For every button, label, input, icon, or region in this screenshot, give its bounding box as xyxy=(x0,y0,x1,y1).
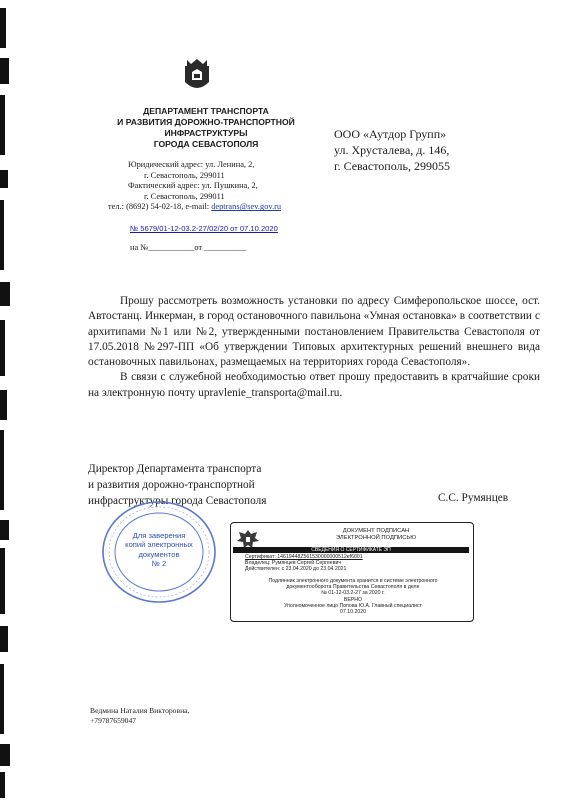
copy-note-line: ВЕРНО xyxy=(343,596,363,603)
legal-address-line: Юридический адрес: ул. Ленина, 2, xyxy=(128,160,255,169)
department-email-link[interactable]: deptrans@sev.gov.ru xyxy=(211,202,282,212)
stamp-text-line: копий электронных xyxy=(125,540,193,550)
copy-note-line: документооборота Правительства Севастополя в деле xyxy=(286,584,420,591)
stamp-text xyxy=(100,531,218,569)
scan-edge-artifact xyxy=(0,0,14,800)
actual-address-line: Фактический адрес: ул. Пушкина, 2, xyxy=(128,181,258,191)
signatory-position-line: инфраструктуры города Севастополя xyxy=(88,495,267,507)
recipient-city: г. Севастополь, 299055 xyxy=(334,159,451,173)
stamp-text-line: № 2 xyxy=(151,559,167,569)
stamp-text-line: Для заверения xyxy=(132,531,186,540)
body-paragraph-request: Прошу рассмотреть возможность установки по адресу Симферопольское шоссе, ост. Автостанц. Инкерман, в город остановочного павильона «Умная остановка» в соответствии с архитипами №1 или №2, утвержденными постановлением Правительства Севастополя от 17.05.2018 №297-ПП «Об утверждении Типовых архитектурных решений внешнего вида остановочных павильонах, размещаемых на территориях города Севастополя». xyxy=(88,295,540,369)
contacts-phone: тел.: (8692) 54-02-18, e-mail: xyxy=(108,202,212,212)
copy-note-line: Подлинник электронного документа хранится в системе электронного xyxy=(268,578,438,584)
department-title-line: И РАЗВИТИЯ ДОРОЖНО-ТРАНСПОРТНОЙ xyxy=(117,117,295,127)
department-address-block xyxy=(108,160,328,213)
esig-details xyxy=(245,554,467,573)
legal-address-city: г. Севастополь, 299011 xyxy=(144,170,225,180)
stamp-text-line: документов xyxy=(138,549,180,559)
reply-to-reference: на №___________от __________ xyxy=(130,243,247,252)
copy-certification-note xyxy=(236,578,470,615)
executor-block xyxy=(90,706,189,726)
actual-address-city: г. Севастополь, 299011 xyxy=(144,191,225,201)
signatory-position-line: Директор Департамента транспорта xyxy=(88,463,262,475)
executor-name: Ведмина Наталия Викторовна, xyxy=(90,706,190,715)
recipient-block xyxy=(334,126,450,174)
signatory-position-line: и развития дорожно-транспортной xyxy=(88,479,255,491)
esig-header-line: ЭЛЕКТРОННОЙ ПОДПИСЬЮ xyxy=(335,535,417,542)
department-title-line: ДЕПАРТАМЕНТ ТРАНСПОРТА xyxy=(143,106,269,116)
recipient-street: ул. Хрусталева, д. 146, xyxy=(334,143,450,157)
department-title-line: ГОРОДА СЕВАСТОПОЛЯ xyxy=(153,139,259,149)
copy-note-line: 07.10.2020 xyxy=(340,609,366,616)
body-paragraph-reply: В связи с служебной необходимостью ответ прошу предоставить в кратчайшие сроки на электронную почту upravlenie_transporta@mail.ru. xyxy=(88,371,540,399)
outgoing-number: № 5679/01-12-03.2-27/02/20 от 07.10.2020 xyxy=(130,224,278,233)
contacts-line xyxy=(108,202,328,213)
recipient-company: ООО «Аутдор Групп» xyxy=(334,127,447,141)
esig-validity: Действителен: с 23.04.2020 до 23.04.2021 xyxy=(245,566,347,573)
signatory-name: С.С. Румянцев xyxy=(438,492,509,504)
department-title xyxy=(96,106,316,150)
esig-header xyxy=(283,528,469,543)
coat-of-arms-icon xyxy=(183,58,211,94)
esig-header-line: ДОКУМЕНТ ПОДПИСАН xyxy=(342,528,410,534)
department-title-line: ИНФРАСТРУКТУРЫ xyxy=(164,128,248,138)
esig-certificate-bar: СВЕДЕНИЯ О СЕРТИФИКАТЕ ЭП xyxy=(233,547,469,553)
copy-note-line: Уполномоченное лицо Попова Ю.А. Главный специалист xyxy=(284,602,422,609)
esig-certificate: Сертификат: 14619448Z561530000000512ef6001 xyxy=(245,554,363,560)
esig-owner: Владелец: Румянцев Сергей Сергеевич xyxy=(245,560,342,567)
executor-phone: +79787659047 xyxy=(90,716,137,725)
letter-body xyxy=(88,294,540,401)
copy-note-line: № 01-12-03.2-27 за 2020 г. xyxy=(321,590,385,597)
